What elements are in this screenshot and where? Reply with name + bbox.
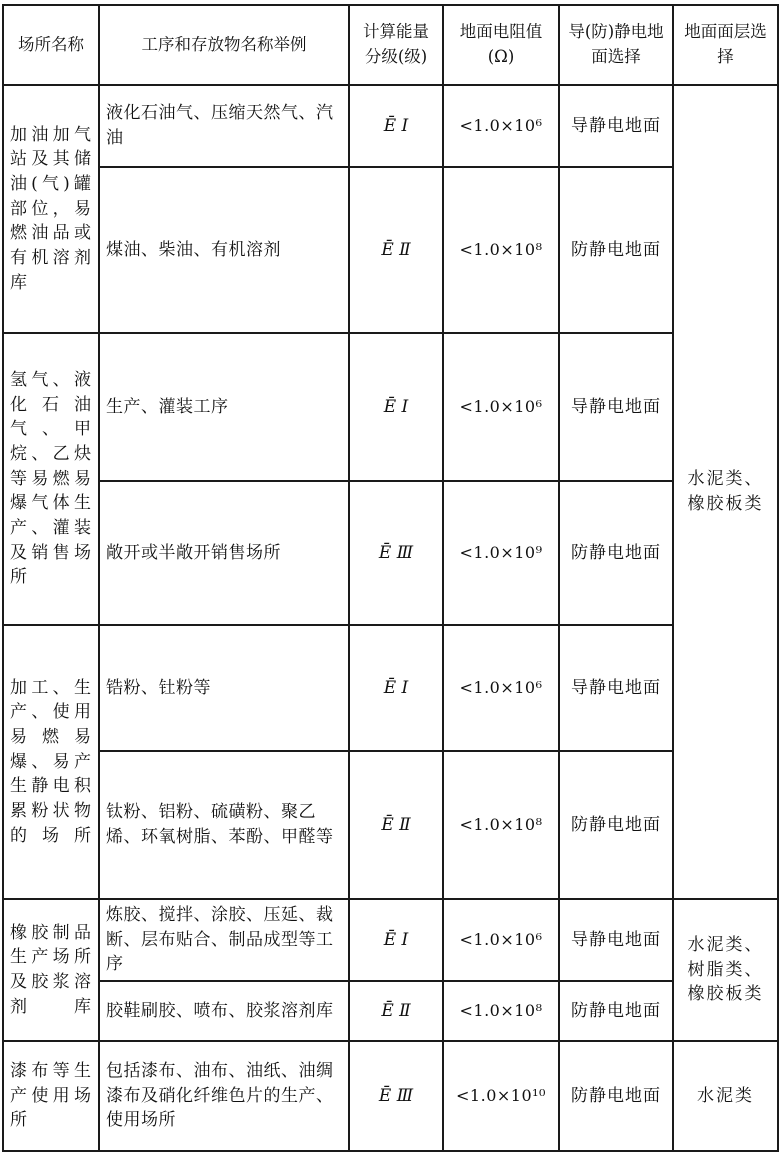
process-cell: 炼胶、搅拌、涂胶、压延、裁断、层布贴合、制品成型等工序 [99, 899, 349, 981]
table-row [3, 167, 778, 333]
energy-cell: Ē Ⅱ [349, 981, 443, 1041]
site-cell: 漆布等生产使用场所 [3, 1041, 99, 1151]
process-cell: 敞开或半敞开销售场所 [99, 481, 349, 625]
energy-cell: Ē Ⅰ [349, 85, 443, 167]
site-cell: 橡胶制品生产场所及胶浆溶剂库 [3, 899, 99, 1041]
resistance-cell: <1.0×10¹⁰ [443, 1041, 559, 1151]
energy-cell: Ē Ⅰ [349, 899, 443, 981]
header-site: 场所名称 [3, 5, 99, 85]
process-cell: 生产、灌装工序 [99, 333, 349, 481]
table-row [3, 625, 778, 751]
layer-cell: 水泥类 [673, 1041, 778, 1151]
floor-type-cell: 导静电地面 [559, 85, 673, 167]
site-cell: 氢气、液化石油气、甲烷、乙炔等易燃易爆气体生产、灌装及销售场所 [3, 333, 99, 625]
resistance-cell: <1.0×10⁹ [443, 481, 559, 625]
header-layer: 地面面层选择 [673, 5, 778, 85]
resistance-cell: <1.0×10⁶ [443, 899, 559, 981]
table-row [3, 899, 778, 981]
energy-cell: Ē Ⅲ [349, 1041, 443, 1151]
layer-cell: 水泥类、树脂类、橡胶板类 [673, 899, 778, 1041]
resistance-cell: <1.0×10⁶ [443, 625, 559, 751]
process-cell: 液化石油气、压缩天然气、汽油 [99, 85, 349, 167]
header-floor-type: 导(防)静电地面选择 [559, 5, 673, 85]
energy-cell: Ē Ⅱ [349, 167, 443, 333]
resistance-cell: <1.0×10⁸ [443, 981, 559, 1041]
process-cell: 锆粉、钍粉等 [99, 625, 349, 751]
site-cell: 加油加气站及其储油(气)罐部位，易燃油品或有机溶剂库 [3, 85, 99, 333]
resistance-cell: <1.0×10⁶ [443, 333, 559, 481]
table-row [3, 751, 778, 899]
table-row [3, 981, 778, 1041]
header-process: 工序和存放物名称举例 [99, 5, 349, 85]
header-resistance: 地面电阻值(Ω) [443, 5, 559, 85]
floor-type-cell: 防静电地面 [559, 751, 673, 899]
resistance-cell: <1.0×10⁸ [443, 751, 559, 899]
table-row [3, 85, 778, 167]
table-row [3, 333, 778, 481]
energy-cell: Ē Ⅱ [349, 751, 443, 899]
floor-type-cell: 导静电地面 [559, 333, 673, 481]
site-cell: 加工、生产、使用易燃易爆、易产生静电积累粉状物的场所 [3, 625, 99, 899]
process-cell: 钛粉、铝粉、硫磺粉、聚乙烯、环氧树脂、苯酚、甲醛等 [99, 751, 349, 899]
header-energy: 计算能量分级(级) [349, 5, 443, 85]
energy-cell: Ē Ⅰ [349, 333, 443, 481]
antistatic-floor-table [2, 4, 779, 1152]
floor-type-cell: 防静电地面 [559, 1041, 673, 1151]
table-row [3, 481, 778, 625]
header-row [3, 5, 778, 85]
floor-type-cell: 导静电地面 [559, 625, 673, 751]
process-cell: 包括漆布、油布、油纸、油绸漆布及硝化纤维色片的生产、使用场所 [99, 1041, 349, 1151]
process-cell: 胶鞋刷胶、喷布、胶浆溶剂库 [99, 981, 349, 1041]
resistance-cell: <1.0×10⁶ [443, 85, 559, 167]
floor-type-cell: 导静电地面 [559, 899, 673, 981]
process-cell: 煤油、柴油、有机溶剂 [99, 167, 349, 333]
energy-cell: Ē Ⅰ [349, 625, 443, 751]
resistance-cell: <1.0×10⁸ [443, 167, 559, 333]
floor-type-cell: 防静电地面 [559, 981, 673, 1041]
floor-type-cell: 防静电地面 [559, 481, 673, 625]
table-row [3, 1041, 778, 1151]
layer-cell: 水泥类、橡胶板类 [673, 85, 778, 899]
energy-cell: Ē Ⅲ [349, 481, 443, 625]
floor-type-cell: 防静电地面 [559, 167, 673, 333]
